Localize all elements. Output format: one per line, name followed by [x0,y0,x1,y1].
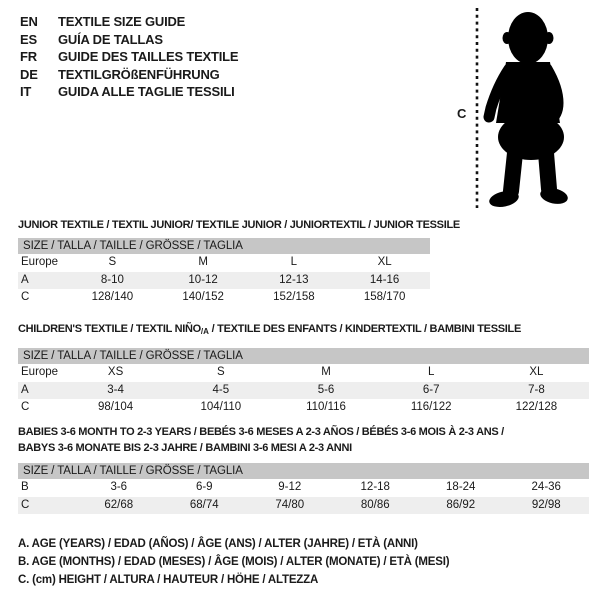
children-section-title [18,321,521,340]
age-cell: 4-5 [212,383,230,396]
babies-section-title [18,424,504,456]
height-label-c: C [457,106,467,121]
legend-line-age-years: A. AGE (YEARS) / EDAD (AÑOS) / ÂGE (ANS) / ALTER (JAHRE) / ETÀ (ANNI) [18,538,418,550]
height-cell: 68/74 [189,498,219,511]
language-label: GUÍA DE TALLAS [58,31,163,47]
babies-title-line1: BABIES 3-6 MONTH TO 2-3 YEARS / BEBÉS 3-6 MESES A 2-3 AÑOS / BÉBÉS 3-6 MOIS À 2-3 ANS / [18,426,504,438]
legend-line-height: C. (cm) HEIGHT / ALTURA / HAUTEUR / HÖHE / ALTEZZA [18,573,319,586]
height-cell: 86/92 [446,498,476,511]
height-cell: 140/152 [182,291,224,303]
language-code: FR [20,49,37,65]
table-row-height [18,399,589,417]
months-cell: 12-18 [360,481,390,493]
months-cell: 6-9 [195,481,213,493]
size-cell: S [108,256,117,268]
children-title-part: / TEXTILE DES ENFANTS / KINDERTEXTIL / BAMBINI TESSILE [208,323,521,335]
age-cell: 5-6 [317,383,335,396]
height-cell: 152/158 [273,291,315,303]
size-cell: L [290,256,298,268]
children-size-table [18,348,589,417]
legend-line-age-months: B. AGE (MONTHS) / EDAD (MESES) / ÂGE (MOIS) / ALTER (MONATE) / ETÀ (MESI) [18,555,450,568]
language-code: ES [20,31,37,47]
junior-section-title: JUNIOR TEXTILE / TEXTIL JUNIOR/ TEXTILE JUNIOR / JUNIORTEXTIL / JUNIOR TESSILE [18,219,460,231]
height-cell: 110/116 [306,401,346,413]
height-cell: 116/122 [410,401,452,413]
height-cell: 104/110 [200,401,242,413]
age-cell: 7-8 [528,383,545,396]
table-row-height [18,497,589,515]
row-label: Europe [21,366,59,378]
table-row-months [18,479,589,497]
height-cell: 98/104 [98,401,134,413]
babies-title-line2: BABYS 3-6 MONATE BIS 2-3 JAHRE / BAMBINI 3-6 MESI A 2-3 ANNI [18,442,352,454]
row-label: C [21,498,30,511]
language-row-es [20,31,238,49]
height-cell: 122/128 [515,401,558,413]
language-row-en [20,13,238,31]
language-row-de [20,66,238,84]
language-code: DE [20,66,38,82]
size-cell: XL [529,366,544,378]
height-cell: 92/98 [531,498,561,511]
size-cell: M [321,366,331,378]
language-label: TEXTILGRÖßENFÜHRUNG [58,66,220,82]
size-cell: M [198,256,208,268]
size-cell: XS [107,366,124,378]
months-cell: 9-12 [278,481,302,493]
table-row-age [18,382,589,400]
junior-size-table [18,238,430,307]
age-cell: 12-13 [279,273,309,286]
language-row-fr [20,48,238,66]
age-cell: 3-4 [107,383,124,396]
height-cell: 80/86 [360,498,390,511]
language-code: IT [20,84,32,100]
months-cell: 24-36 [531,481,561,493]
size-header-bar: SIZE / TALLA / TAILLE / GRÖSSE / TAGLIA [18,463,589,479]
months-cell: 3-6 [110,481,128,493]
table-row-height [18,289,430,307]
height-measure-figure [452,5,600,215]
height-cell: 158/170 [363,291,406,303]
size-cell: L [428,366,435,378]
language-row-it [20,83,238,101]
height-cell: 128/140 [91,291,134,303]
language-label: GUIDA ALLE TAGLIE TESSILI [58,84,235,100]
size-cell: S [216,366,225,378]
row-label: A [21,273,29,286]
size-header-bar: SIZE / TALLA / TAILLE / GRÖSSE / TAGLIA [18,238,430,254]
row-label: C [21,401,30,413]
size-header-bar: SIZE / TALLA / TAILLE / GRÖSSE / TAGLIA [18,348,589,364]
language-label: GUIDE DES TAILLES TEXTILE [58,49,239,65]
months-cell: 18-24 [446,481,476,493]
row-label: B [21,481,29,493]
legend [18,536,449,589]
baby-silhouette-icon [460,5,600,215]
height-cell: 62/68 [104,498,134,511]
children-title-subscript: /A [200,327,209,336]
babies-size-table [18,463,589,514]
children-title-part: CHILDREN'S TEXTILE / TEXTIL NIÑO [18,323,201,335]
table-row-age [18,272,430,290]
age-cell: 8-10 [100,273,124,286]
row-label: A [21,383,29,396]
language-code: EN [20,14,38,30]
language-label: TEXTILE SIZE GUIDE [58,14,186,30]
table-row-europe [18,364,589,382]
height-cell: 74/80 [275,498,305,511]
age-cell: 10-12 [188,273,218,286]
table-row-europe [18,254,430,272]
language-title-list [20,13,238,101]
row-label: C [21,291,30,303]
age-cell: 6-7 [422,383,440,396]
age-cell: 14-16 [369,273,400,286]
size-cell: XL [377,256,392,268]
row-label: Europe [21,256,59,268]
